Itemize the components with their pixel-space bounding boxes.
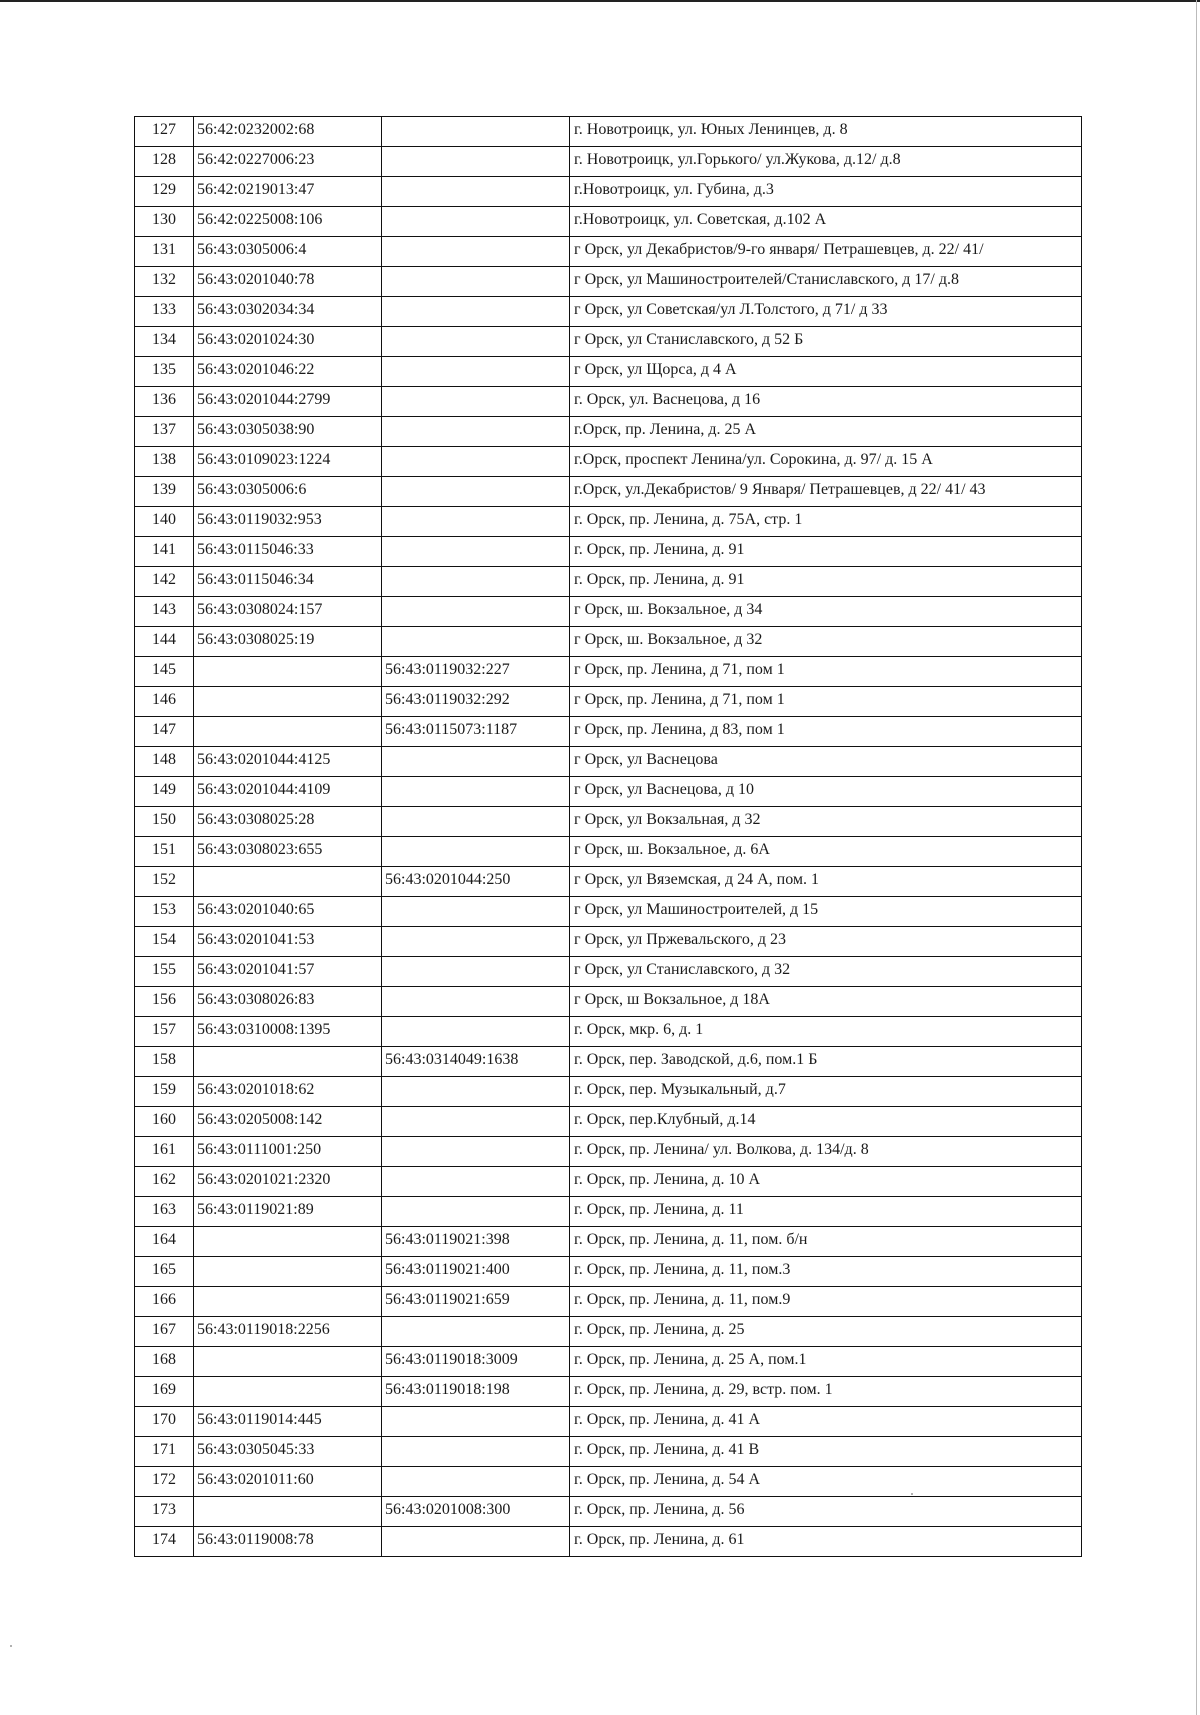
table-row xyxy=(135,207,1082,237)
room-cadastral-number-cell: 56:43:0119018:3009 xyxy=(382,1347,570,1377)
table-row xyxy=(135,1317,1082,1347)
cadastral-number-cell: 56:43:0201018:62 xyxy=(194,1077,382,1107)
address-cell: г Орск, ш Вокзальное, д 18А xyxy=(570,987,1082,1017)
address-cell: г. Орск, пр. Ленина, д. 25 xyxy=(570,1317,1082,1347)
address-cell: г.Новотроицк, ул. Советская, д.102 А xyxy=(570,207,1082,237)
row-number-cell: 132 xyxy=(135,267,194,297)
room-cadastral-number-cell: 56:43:0119032:227 xyxy=(382,657,570,687)
table-row xyxy=(135,747,1082,777)
row-number-cell: 170 xyxy=(135,1407,194,1437)
room-cadastral-number-cell xyxy=(382,387,570,417)
address-cell: г.Орск, ул.Декабристов/ 9 Января/ Петрашевцев, д 22/ 41/ 43 xyxy=(570,477,1082,507)
room-cadastral-number-cell: 56:43:0119021:400 xyxy=(382,1257,570,1287)
row-number-cell: 130 xyxy=(135,207,194,237)
room-cadastral-number-cell: 56:43:0119021:659 xyxy=(382,1287,570,1317)
cadastral-number-cell xyxy=(194,867,382,897)
row-number-cell: 161 xyxy=(135,1137,194,1167)
room-cadastral-number-cell xyxy=(382,837,570,867)
row-number-cell: 162 xyxy=(135,1167,194,1197)
address-cell: г Орск, ул Станиславского, д 32 xyxy=(570,957,1082,987)
room-cadastral-number-cell xyxy=(382,357,570,387)
table-row xyxy=(135,867,1082,897)
row-number-cell: 148 xyxy=(135,747,194,777)
row-number-cell: 142 xyxy=(135,567,194,597)
room-cadastral-number-cell xyxy=(382,1407,570,1437)
table-row xyxy=(135,1407,1082,1437)
row-number-cell: 147 xyxy=(135,717,194,747)
address-cell: г Орск, ул Советская/ул Л.Толстого, д 71/ д 33 xyxy=(570,297,1082,327)
cadastral-number-cell: 56:43:0111001:250 xyxy=(194,1137,382,1167)
table-row xyxy=(135,807,1082,837)
cadastral-number-cell: 56:43:0201021:2320 xyxy=(194,1167,382,1197)
address-cell: г Орск, ул Васнецова xyxy=(570,747,1082,777)
address-cell: г Орск, ул Вяземская, д 24 А, пом. 1 xyxy=(570,867,1082,897)
address-cell: г. Орск, пер. Заводской, д.6, пом.1 Б xyxy=(570,1047,1082,1077)
table-row xyxy=(135,327,1082,357)
room-cadastral-number-cell xyxy=(382,507,570,537)
address-cell: г Орск, пр. Ленина, д 71, пом 1 xyxy=(570,657,1082,687)
room-cadastral-number-cell xyxy=(382,1437,570,1467)
room-cadastral-number-cell xyxy=(382,897,570,927)
room-cadastral-number-cell: 56:43:0201008:300 xyxy=(382,1497,570,1527)
room-cadastral-number-cell xyxy=(382,297,570,327)
row-number-cell: 154 xyxy=(135,927,194,957)
address-cell: г.Орск, проспект Ленина/ул. Сорокина, д. 97/ д. 15 А xyxy=(570,447,1082,477)
room-cadastral-number-cell xyxy=(382,777,570,807)
scan-speck xyxy=(10,1645,12,1647)
address-cell: г. Новотроицк, ул. Юных Ленинцев, д. 8 xyxy=(570,117,1082,147)
cadastral-number-cell: 56:43:0308026:83 xyxy=(194,987,382,1017)
table-row xyxy=(135,177,1082,207)
address-cell: г. Орск, пр. Ленина, д. 75А, стр. 1 xyxy=(570,507,1082,537)
room-cadastral-number-cell xyxy=(382,957,570,987)
table-row xyxy=(135,627,1082,657)
room-cadastral-number-cell xyxy=(382,207,570,237)
cadastral-number-cell: 56:42:0219013:47 xyxy=(194,177,382,207)
room-cadastral-number-cell xyxy=(382,537,570,567)
room-cadastral-number-cell xyxy=(382,627,570,657)
address-cell: г. Орск, пр. Ленина, д. 11, пом.3 xyxy=(570,1257,1082,1287)
table-row xyxy=(135,837,1082,867)
cadastral-number-cell: 56:43:0305045:33 xyxy=(194,1437,382,1467)
room-cadastral-number-cell: 56:43:0119032:292 xyxy=(382,687,570,717)
address-cell: г. Орск, мкр. 6, д. 1 xyxy=(570,1017,1082,1047)
table-row xyxy=(135,1017,1082,1047)
cadastral-number-cell xyxy=(194,1227,382,1257)
property-registry-table xyxy=(134,116,1082,1557)
room-cadastral-number-cell xyxy=(382,177,570,207)
row-number-cell: 163 xyxy=(135,1197,194,1227)
address-cell: г Орск, ул Декабристов/9-го января/ Петрашевцев, д. 22/ 41/ xyxy=(570,237,1082,267)
cadastral-number-cell: 56:43:0201024:30 xyxy=(194,327,382,357)
row-number-cell: 156 xyxy=(135,987,194,1017)
cadastral-number-cell: 56:43:0308024:157 xyxy=(194,597,382,627)
room-cadastral-number-cell xyxy=(382,147,570,177)
address-cell: г. Орск, пр. Ленина, д. 29, встр. пом. 1 xyxy=(570,1377,1082,1407)
address-cell: г Орск, ш. Вокзальное, д. 6А xyxy=(570,837,1082,867)
cadastral-number-cell: 56:43:0115046:34 xyxy=(194,567,382,597)
table-row xyxy=(135,927,1082,957)
room-cadastral-number-cell xyxy=(382,117,570,147)
row-number-cell: 146 xyxy=(135,687,194,717)
address-cell: г. Орск, пр. Ленина, д. 41 А xyxy=(570,1407,1082,1437)
cadastral-number-cell: 56:43:0109023:1224 xyxy=(194,447,382,477)
room-cadastral-number-cell xyxy=(382,1077,570,1107)
address-cell: г.Орск, пр. Ленина, д. 25 А xyxy=(570,417,1082,447)
table-row xyxy=(135,417,1082,447)
cadastral-number-cell: 56:43:0201041:53 xyxy=(194,927,382,957)
cadastral-number-cell: 56:43:0302034:34 xyxy=(194,297,382,327)
cadastral-number-cell xyxy=(194,687,382,717)
address-cell: г Орск, ул Машиностроителей, д 15 xyxy=(570,897,1082,927)
table-row xyxy=(135,147,1082,177)
scan-right-edge xyxy=(1196,0,1197,1715)
row-number-cell: 127 xyxy=(135,117,194,147)
room-cadastral-number-cell: 56:43:0119018:198 xyxy=(382,1377,570,1407)
row-number-cell: 143 xyxy=(135,597,194,627)
table-row xyxy=(135,477,1082,507)
address-cell: г Орск, ш. Вокзальное, д 32 xyxy=(570,627,1082,657)
address-cell: г. Орск, пр. Ленина, д. 56 xyxy=(570,1497,1082,1527)
cadastral-number-cell: 56:42:0227006:23 xyxy=(194,147,382,177)
table-row xyxy=(135,1077,1082,1107)
room-cadastral-number-cell xyxy=(382,987,570,1017)
address-cell: г Орск, пр. Ленина, д 83, пом 1 xyxy=(570,717,1082,747)
row-number-cell: 155 xyxy=(135,957,194,987)
room-cadastral-number-cell: 56:43:0201044:250 xyxy=(382,867,570,897)
table-row xyxy=(135,1107,1082,1137)
row-number-cell: 150 xyxy=(135,807,194,837)
room-cadastral-number-cell xyxy=(382,747,570,777)
cadastral-number-cell: 56:43:0119032:953 xyxy=(194,507,382,537)
room-cadastral-number-cell xyxy=(382,477,570,507)
room-cadastral-number-cell: 56:43:0119021:398 xyxy=(382,1227,570,1257)
table-row xyxy=(135,1227,1082,1257)
cadastral-number-cell xyxy=(194,1257,382,1287)
room-cadastral-number-cell xyxy=(382,417,570,447)
cadastral-number-cell xyxy=(194,1047,382,1077)
address-cell: г. Орск, ул. Васнецова, д 16 xyxy=(570,387,1082,417)
address-cell: г. Орск, пр. Ленина, д. 10 А xyxy=(570,1167,1082,1197)
row-number-cell: 131 xyxy=(135,237,194,267)
row-number-cell: 164 xyxy=(135,1227,194,1257)
table-row xyxy=(135,1377,1082,1407)
cadastral-number-cell: 56:43:0305038:90 xyxy=(194,417,382,447)
room-cadastral-number-cell xyxy=(382,1137,570,1167)
row-number-cell: 141 xyxy=(135,537,194,567)
address-cell: г Орск, ул Щорса, д 4 А xyxy=(570,357,1082,387)
table-row xyxy=(135,657,1082,687)
row-number-cell: 167 xyxy=(135,1317,194,1347)
table-row xyxy=(135,717,1082,747)
room-cadastral-number-cell xyxy=(382,1107,570,1137)
table-row xyxy=(135,1287,1082,1317)
row-number-cell: 139 xyxy=(135,477,194,507)
address-cell: г. Орск, пр. Ленина, д. 91 xyxy=(570,537,1082,567)
row-number-cell: 168 xyxy=(135,1347,194,1377)
room-cadastral-number-cell xyxy=(382,567,570,597)
row-number-cell: 133 xyxy=(135,297,194,327)
cadastral-number-cell: 56:43:0205008:142 xyxy=(194,1107,382,1137)
row-number-cell: 145 xyxy=(135,657,194,687)
room-cadastral-number-cell xyxy=(382,1017,570,1047)
address-cell: г. Новотроицк, ул.Горького/ ул.Жукова, д.12/ д.8 xyxy=(570,147,1082,177)
row-number-cell: 144 xyxy=(135,627,194,657)
table-row xyxy=(135,357,1082,387)
row-number-cell: 157 xyxy=(135,1017,194,1047)
table-row xyxy=(135,1467,1082,1497)
room-cadastral-number-cell xyxy=(382,807,570,837)
cadastral-number-cell xyxy=(194,657,382,687)
table-row xyxy=(135,267,1082,297)
cadastral-number-cell: 56:43:0310008:1395 xyxy=(194,1017,382,1047)
row-number-cell: 158 xyxy=(135,1047,194,1077)
row-number-cell: 172 xyxy=(135,1467,194,1497)
address-cell: г. Орск, пр. Ленина, д. 54 А xyxy=(570,1467,1082,1497)
address-cell: г. Орск, пер. Музыкальный, д.7 xyxy=(570,1077,1082,1107)
cadastral-number-cell: 56:43:0119014:445 xyxy=(194,1407,382,1437)
row-number-cell: 166 xyxy=(135,1287,194,1317)
row-number-cell: 135 xyxy=(135,357,194,387)
row-number-cell: 174 xyxy=(135,1527,194,1557)
address-cell: г.Новотроицк, ул. Губина, д.3 xyxy=(570,177,1082,207)
scan-speck xyxy=(911,1493,913,1495)
row-number-cell: 129 xyxy=(135,177,194,207)
cadastral-number-cell xyxy=(194,1287,382,1317)
room-cadastral-number-cell xyxy=(382,447,570,477)
room-cadastral-number-cell xyxy=(382,327,570,357)
table-row xyxy=(135,1047,1082,1077)
room-cadastral-number-cell xyxy=(382,267,570,297)
cadastral-number-cell: 56:43:0201044:4109 xyxy=(194,777,382,807)
cadastral-number-cell: 56:42:0225008:106 xyxy=(194,207,382,237)
address-cell: г Орск, ул Станиславского, д 52 Б xyxy=(570,327,1082,357)
row-number-cell: 137 xyxy=(135,417,194,447)
cadastral-number-cell: 56:43:0119008:78 xyxy=(194,1527,382,1557)
cadastral-number-cell: 56:43:0308025:28 xyxy=(194,807,382,837)
row-number-cell: 149 xyxy=(135,777,194,807)
table-row xyxy=(135,237,1082,267)
cadastral-number-cell xyxy=(194,717,382,747)
cadastral-number-cell: 56:43:0201046:22 xyxy=(194,357,382,387)
row-number-cell: 159 xyxy=(135,1077,194,1107)
table-row xyxy=(135,1527,1082,1557)
row-number-cell: 128 xyxy=(135,147,194,177)
cadastral-number-cell: 56:43:0115046:33 xyxy=(194,537,382,567)
room-cadastral-number-cell xyxy=(382,1167,570,1197)
table-row xyxy=(135,987,1082,1017)
address-cell: г. Орск, пер.Клубный, д.14 xyxy=(570,1107,1082,1137)
row-number-cell: 169 xyxy=(135,1377,194,1407)
address-cell: г. Орск, пр. Ленина/ ул. Волкова, д. 134/д. 8 xyxy=(570,1137,1082,1167)
cadastral-number-cell: 56:43:0201041:57 xyxy=(194,957,382,987)
address-cell: г. Орск, пр. Ленина, д. 11 xyxy=(570,1197,1082,1227)
table-row xyxy=(135,777,1082,807)
row-number-cell: 138 xyxy=(135,447,194,477)
cadastral-number-cell: 56:43:0201011:60 xyxy=(194,1467,382,1497)
room-cadastral-number-cell xyxy=(382,927,570,957)
row-number-cell: 173 xyxy=(135,1497,194,1527)
row-number-cell: 152 xyxy=(135,867,194,897)
row-number-cell: 151 xyxy=(135,837,194,867)
row-number-cell: 165 xyxy=(135,1257,194,1287)
room-cadastral-number-cell xyxy=(382,1527,570,1557)
table-row xyxy=(135,447,1082,477)
table-row xyxy=(135,1167,1082,1197)
cadastral-number-cell: 56:43:0119021:89 xyxy=(194,1197,382,1227)
cadastral-number-cell: 56:43:0201040:78 xyxy=(194,267,382,297)
table-row xyxy=(135,1257,1082,1287)
scan-top-edge xyxy=(0,0,1200,2)
room-cadastral-number-cell xyxy=(382,237,570,267)
room-cadastral-number-cell xyxy=(382,1197,570,1227)
cadastral-number-cell: 56:43:0201040:65 xyxy=(194,897,382,927)
table-row xyxy=(135,567,1082,597)
cadastral-number-cell xyxy=(194,1377,382,1407)
cadastral-number-cell: 56:43:0119018:2256 xyxy=(194,1317,382,1347)
cadastral-number-cell: 56:43:0201044:4125 xyxy=(194,747,382,777)
table-row xyxy=(135,537,1082,567)
address-cell: г Орск, ул Вокзальная, д 32 xyxy=(570,807,1082,837)
room-cadastral-number-cell xyxy=(382,597,570,627)
row-number-cell: 134 xyxy=(135,327,194,357)
address-cell: г. Орск, пр. Ленина, д. 11, пом.9 xyxy=(570,1287,1082,1317)
cadastral-number-cell: 56:43:0305006:4 xyxy=(194,237,382,267)
room-cadastral-number-cell: 56:43:0314049:1638 xyxy=(382,1047,570,1077)
table-row xyxy=(135,507,1082,537)
address-cell: г. Орск, пр. Ленина, д. 25 А, пом.1 xyxy=(570,1347,1082,1377)
address-cell: г Орск, ул Васнецова, д 10 xyxy=(570,777,1082,807)
cadastral-number-cell xyxy=(194,1347,382,1377)
cadastral-number-cell xyxy=(194,1497,382,1527)
table-row xyxy=(135,897,1082,927)
cadastral-number-cell: 56:43:0201044:2799 xyxy=(194,387,382,417)
row-number-cell: 136 xyxy=(135,387,194,417)
address-cell: г. Орск, пр. Ленина, д. 61 xyxy=(570,1527,1082,1557)
cadastral-number-cell: 56:43:0308025:19 xyxy=(194,627,382,657)
table-row xyxy=(135,297,1082,327)
cadastral-number-cell: 56:43:0305006:6 xyxy=(194,477,382,507)
table-row xyxy=(135,387,1082,417)
table-row xyxy=(135,117,1082,147)
row-number-cell: 140 xyxy=(135,507,194,537)
address-cell: г. Орск, пр. Ленина, д. 41 В xyxy=(570,1437,1082,1467)
table-row xyxy=(135,1347,1082,1377)
row-number-cell: 171 xyxy=(135,1437,194,1467)
room-cadastral-number-cell xyxy=(382,1317,570,1347)
table-row xyxy=(135,1137,1082,1167)
table-row xyxy=(135,597,1082,627)
table-row xyxy=(135,957,1082,987)
cadastral-number-cell: 56:43:0308023:655 xyxy=(194,837,382,867)
table-row xyxy=(135,1437,1082,1467)
registry-body xyxy=(135,117,1082,1557)
room-cadastral-number-cell xyxy=(382,1467,570,1497)
address-cell: г. Орск, пр. Ленина, д. 11, пом. б/н xyxy=(570,1227,1082,1257)
cadastral-number-cell: 56:42:0232002:68 xyxy=(194,117,382,147)
row-number-cell: 153 xyxy=(135,897,194,927)
row-number-cell: 160 xyxy=(135,1107,194,1137)
address-cell: г Орск, ул Пржевальского, д 23 xyxy=(570,927,1082,957)
room-cadastral-number-cell: 56:43:0115073:1187 xyxy=(382,717,570,747)
table-row xyxy=(135,1497,1082,1527)
address-cell: г Орск, ул Машиностроителей/Станиславского, д 17/ д.8 xyxy=(570,267,1082,297)
address-cell: г Орск, пр. Ленина, д 71, пом 1 xyxy=(570,687,1082,717)
table-row xyxy=(135,1197,1082,1227)
table-row xyxy=(135,687,1082,717)
address-cell: г Орск, ш. Вокзальное, д 34 xyxy=(570,597,1082,627)
address-cell: г. Орск, пр. Ленина, д. 91 xyxy=(570,567,1082,597)
